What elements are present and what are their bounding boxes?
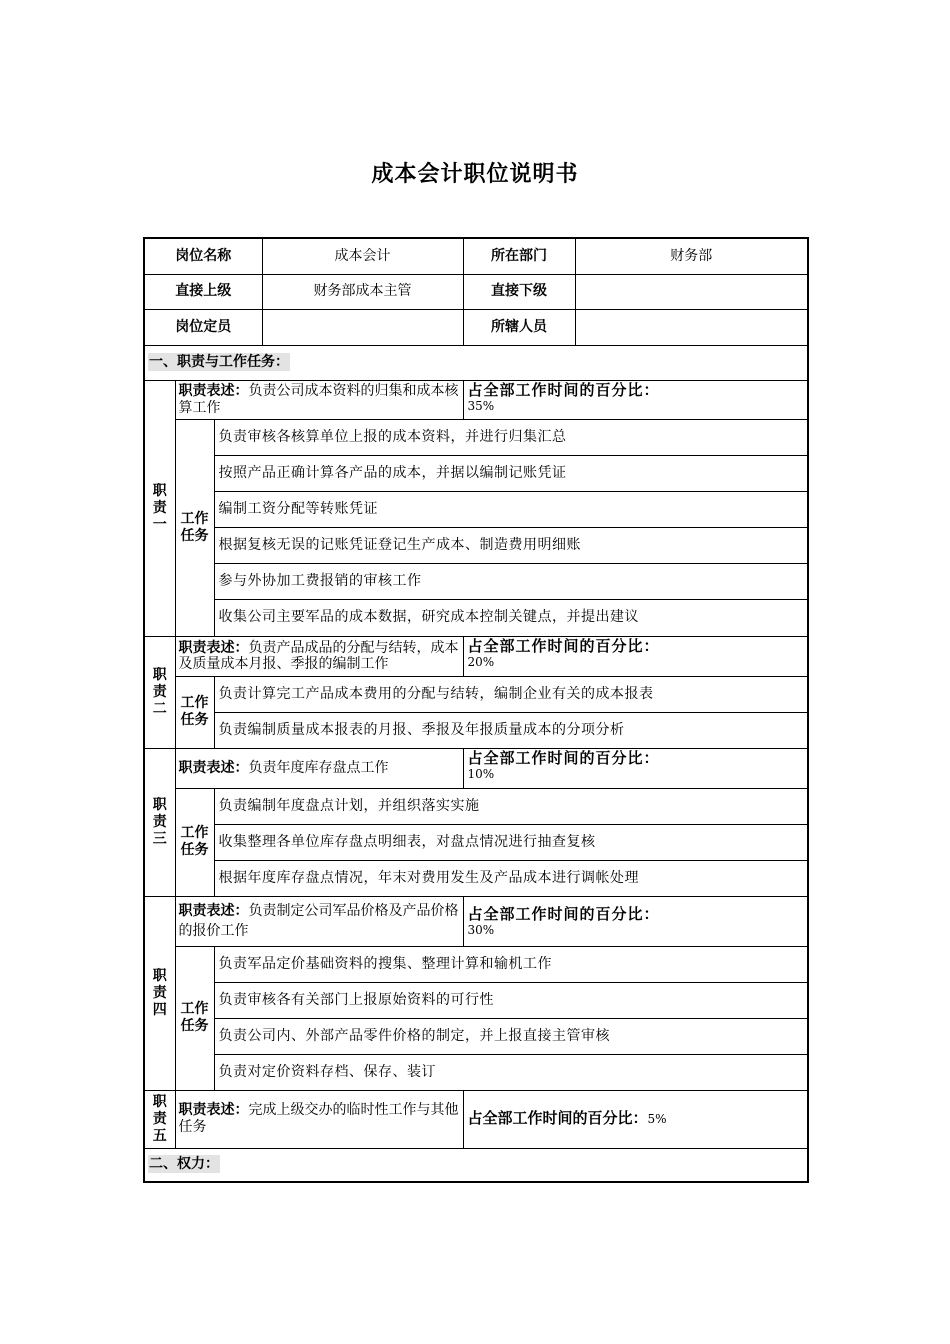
task-item: 负责公司内、外部产品零件价格的制定，并上报直接主管审核 [214,1018,808,1054]
task-item: 负责审核各核算单位上报的成本资料，并进行归集汇总 [214,419,808,455]
task-item: 按照产品正确计算各产品的成本，并据以编制记账凭证 [214,455,808,491]
duty-5-label: 职责五 [144,1090,175,1148]
department-value: 财务部 [575,238,808,274]
task-item: 负责计算完工产品成本费用的分配与结转，编制企业有关的成本报表 [214,676,808,712]
staffing-value [262,309,463,345]
task-item: 根据复核无误的记账凭证登记生产成本、制造费用明细账 [214,527,808,563]
duty-2-description: 职责表述：负责产品成品的分配与结转，成本及质量成本月报、季报的编制工作 [175,636,463,676]
superior-value: 财务部成本主管 [262,274,463,309]
task-item: 负责对定价资料存档、保存、装订 [214,1054,808,1090]
duty-2-label: 职责二 [144,636,175,748]
duty-4-description: 职责表述：负责制定公司军品价格及产品价格的报价工作 [175,896,463,946]
duty-3-percentage: 占全部工作时间的百分比： 10% [463,748,808,788]
duty-name: 职责一 [152,482,167,533]
duty-3-task-label: 工作任务 [175,788,214,896]
duty-1-task-label: 工作任务 [175,419,214,636]
task-item: 收集整理各单位库存盘点明细表，对盘点情况进行抽查复核 [214,824,808,860]
staffing-label: 岗位定员 [144,309,262,345]
duty-1-description: 职责表述：负责公司成本资料的归集和成本核算工作 [175,380,463,419]
duty-5-description: 职责表述：完成上级交办的临时性工作与其他任务 [175,1090,463,1148]
duty-1-percentage: 占全部工作时间的百分比： 35% [463,380,808,419]
task-item: 编制工资分配等转账凭证 [214,491,808,527]
duty-5-percentage: 占全部工作时间的百分比：5% [463,1090,808,1148]
subordinate-label: 直接下级 [463,274,575,309]
page-title: 成本会计职位说明书 [371,162,579,187]
duty-3-description: 职责表述：负责年度库存盘点工作 [175,748,463,788]
task-item: 负责军品定价基础资料的搜集、整理计算和输机工作 [214,946,808,982]
task-item: 负责编制质量成本报表的月报、季报及年报质量成本的分项分析 [214,712,808,748]
task-item: 负责编制年度盘点计划，并组织落实实施 [214,788,808,824]
section-authority-heading: 二、权力： [144,1148,808,1182]
position-name-value: 成本会计 [262,238,463,274]
subordinate-value [575,274,808,309]
task-item: 参与外协加工费报销的审核工作 [214,563,808,599]
duty-1-label [144,380,175,636]
duty-2-task-label: 工作任务 [175,676,214,748]
task-item: 收集公司主要军品的成本数据，研究成本控制关键点，并提出建议 [214,599,808,636]
duty-4-task-label: 工作任务 [175,946,214,1090]
duty-3-label: 职责三 [144,748,175,896]
duty-4-percentage: 占全部工作时间的百分比： 30% [463,896,808,946]
task-item: 负责审核各有关部门上报原始资料的可行性 [214,982,808,1018]
managed-staff-label: 所辖人员 [463,309,575,345]
department-label: 所在部门 [463,238,575,274]
job-description-table [143,237,809,1183]
duty-2-percentage: 占全部工作时间的百分比： 20% [463,636,808,676]
section-duties-heading: 一、职责与工作任务： [144,345,808,380]
superior-label: 直接上级 [144,274,262,309]
position-name-label: 岗位名称 [144,238,262,274]
task-item: 根据年度库存盘点情况，年末对费用发生及产品成本进行调帐处理 [214,860,808,896]
managed-staff-value [575,309,808,345]
duty-4-label: 职责四 [144,896,175,1090]
